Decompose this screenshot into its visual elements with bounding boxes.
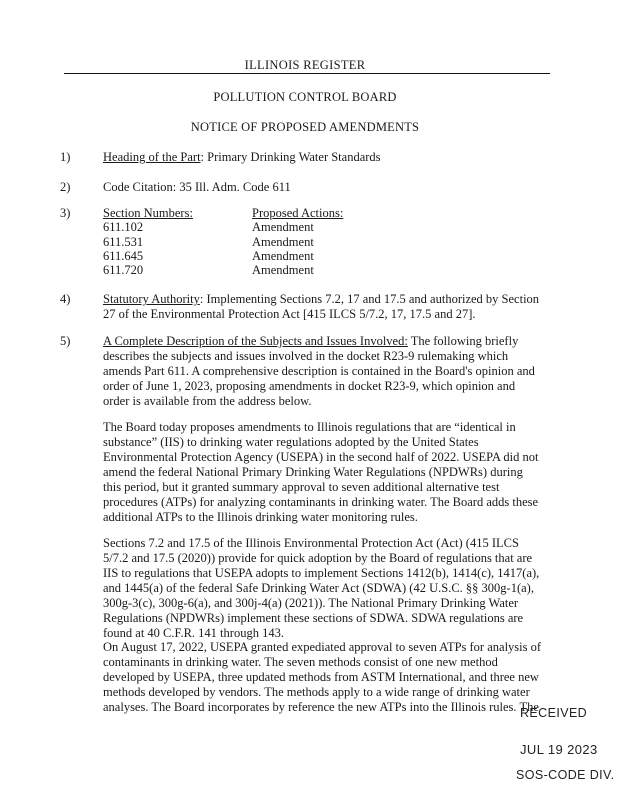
description-paragraph — [103, 334, 543, 409]
item-text: The following briefly describes the subjects and issues involved in the docket R23-9 rulemaking which amends Part 611. A comprehensive description is contained in the Board's opinion and order of June 1, 2023, proposing amendments in docket R23-9, which opinion and order is available from the address below. — [103, 334, 535, 408]
received-date-stamp: JUL 19 2023 — [520, 742, 598, 757]
body-paragraph: Sections 7.2 and 17.5 of the Illinois Environmental Protection Act (Act) (415 ILCS 5/7.2 and 17.5 (2020)) provide for quick adoption by the Board of regulations that are IIS to regulations that USEPA adopts to implement Sections 1412(b), 1414(c), 1417(a), and 1445(a) of the federal Safe Drinking Water Act (SDWA) (42 U.S.C. §§ 300g-1(a), 300g-3(c), 300g-6(a), and 300j-4(a) (2021)). The National Primary Drinking Water Regulations (NPDWRs) implement these sections of SDWA. SDWA regulations are found at 40 C.F.R. 141 through 143. — [103, 536, 540, 640]
section-number: 611.102 — [103, 220, 144, 235]
received-stamp: RECEIVED — [520, 706, 588, 720]
division-stamp: SOS-CODE DIV. — [516, 768, 615, 782]
section-number: 611.720 — [103, 263, 144, 278]
item-label: A Complete Description of the Subjects and Issues Involved: — [103, 334, 408, 348]
proposed-action: Amendment — [252, 220, 314, 235]
body-paragraph: On August 17, 2022, USEPA granted expediated approval to seven ATPs for analysis of contaminants in drinking water. The seven methods consist of one new method developed by USEPA, three updated methods from ASTM International, and three new methods developed by vendors. The methods apply to a wide range of drinking water analyses. The Board incorporates by reference the new ATPs into the Illinois rules. The — [103, 640, 542, 714]
item-number: 4) — [60, 292, 71, 306]
item-label: Heading of the Part — [103, 150, 201, 164]
proposed-action: Amendment — [252, 263, 314, 278]
register-title: ILLINOIS REGISTER — [244, 58, 366, 72]
proposed-actions-heading: Proposed Actions: — [252, 206, 344, 220]
item-number: 1) — [60, 150, 71, 164]
proposed-action: Amendment — [252, 234, 314, 249]
board-title: POLLUTION CONTROL BOARD — [213, 90, 397, 104]
item-number: 5) — [60, 334, 71, 348]
item-text: Code Citation: 35 Ill. Adm. Code 611 — [103, 180, 291, 194]
header-rule — [64, 73, 550, 74]
proposed-action: Amendment — [252, 248, 314, 263]
item-text: : Primary Drinking Water Standards — [200, 150, 381, 164]
item-number: 2) — [60, 180, 71, 194]
section-number: 611.645 — [103, 248, 144, 263]
notice-title: NOTICE OF PROPOSED AMENDMENTS — [190, 120, 420, 134]
section-number: 611.531 — [103, 234, 144, 249]
section-numbers-heading: Section Numbers: — [103, 206, 193, 220]
section-numbers-column — [103, 206, 193, 277]
item-label: Statutory Authority — [103, 292, 200, 306]
body-paragraph: The Board today proposes amendments to Illinois regulations that are “identical in substance” (IIS) to drinking water regulations adopted by the United States Environmental Protection Agency (USEPA) in the second half of 2022. USEPA did not amend the federal National Primary Drinking Water Regulations (NPDWRs) during this period, but it granted summary approval to seven additional alternative test procedures (ATPs) for analyzing contaminants in drinking water. The Board adds these additional ATPs to the Illinois drinking water monitoring rules. — [103, 420, 539, 524]
item-number: 3) — [60, 206, 71, 220]
item-body — [103, 150, 550, 165]
item-body — [103, 292, 550, 322]
item-text: : Implementing Sections 7.2, 17 and 17.5 and authorized by Section 27 of the Environmental Protection Act [415 ILCS 5/7.2, 17, 17.5 and 27]. — [103, 292, 540, 321]
proposed-actions-column — [252, 206, 343, 277]
